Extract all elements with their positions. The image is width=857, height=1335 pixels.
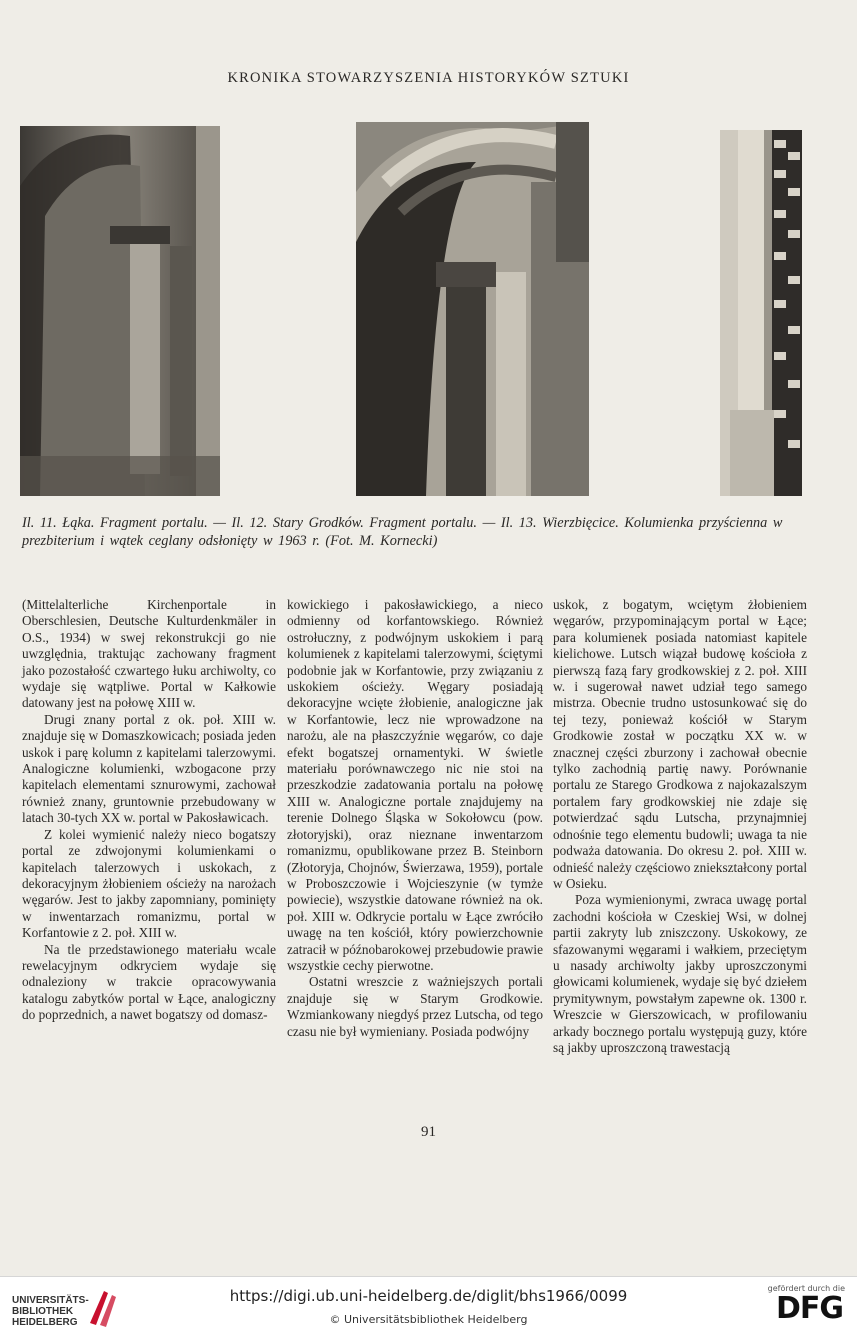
text-column-1 <box>22 597 276 1024</box>
photo-wierzbiecice-column <box>720 130 802 496</box>
paragraph: Drugi znany portal z ok. poł. XIII w. znajduje się w Domaszkowicach; posiada jeden uskok i parę kolumn z kapitelami talerzowymi. Analogiczne kolumienki, wzbogacone przy kapitelach elementami sznurowymi, zachował również znany, gruntownie przebudowany w latach 30-tych XX w. portal w Pakosławicach. <box>22 711 276 826</box>
paragraph: Na tle przedstawionego materiału wcale rewelacyjnym odkryciem wydaje się odnaleziony w trakcie opracowywania katalogu zabytków portal w Łące, analogiczny do poprzednich, a nawet bogatszy od domasz- <box>22 941 276 1023</box>
document-url-link[interactable]: https://digi.ub.uni-heidelberg.de/diglit/bhs1966/0099 <box>229 1287 628 1305</box>
paragraph: Z kolei wymienić należy nieco bogatszy portal ze zdwojonymi kolumienkami o kapitelach talerzowych i uskokach, z dekoracyjnym żłobieniem ościeży na narożach węgarów. Jest to jakby zapomniany, pominięty w inwentarzach romanizmu, portal w Korfantowie z 2. poł. XIII w. <box>22 826 276 941</box>
library-line: UNIVERSITÄTS- <box>12 1295 89 1306</box>
paragraph: (Mittelalterliche Kirchenportale in Oberschlesien, Deutsche Kulturdenkmäler in O.S., 1934) w swej rekonstrukcji go nie uwzględnia, traktując zachowany fragment jako pozostałość czwartego łuku archiwolty, co wydaje się wątpliwe. Portal w Kałkowie datowany jest na połowę XIII w. <box>22 597 276 711</box>
page-number: 91 <box>421 1124 436 1140</box>
copyright-notice: © Universitätsbibliothek Heidelberg <box>329 1313 528 1326</box>
dfg-logo: DFG <box>775 1291 843 1326</box>
photo-stary-grodkow-portal-fragment <box>356 122 589 496</box>
photo-laka-portal-fragment <box>20 126 220 496</box>
text-column-3 <box>553 597 807 1056</box>
figure-caption: Il. 11. Łąka. Fragment portalu. — Il. 12. Stary Grodków. Fragment portalu. — Il. 13. Wierzbięcice. Kolumienka przyścienna w prezbiterium i wątek ceglany odsłonięty w 1963 r. (Fot. M. Kornecki) <box>22 515 783 549</box>
paragraph: uskok, z bogatym, wciętym żłobieniem węgarów, przypominającym portal w Łące; para kolumienek posiada natomiast kapitele kielichowe. Lutsch wiązał budowę kościoła z pierwszą fazą fary grodkowskiej z 2. poł. XIII w. i sugerował nawet udział tego samego mistrza. Obecnie trudno ustosunkować się do tej tezy, ponieważ kościół w Starym Grodkowie został w początku XX w. w znacznej części zburzony i zachował obecnie tylko zachodnią partię nawy. Porównanie portalu ze Starego Grodkowa z najokazalszym portalem fary grodkowskiej nie zdaje się potwierdzać sądu Lutscha, przynajmniej odnośnie tego elementu budowli; uwaga ta nie podważa datowania. Do okresu 2. poł. XIII w. odnieść należy częściowo zniekształcony portal w Osieku. <box>553 597 808 891</box>
paragraph: Ostatni wreszcie z ważniejszych portali znajduje się w Starym Grodkowie. Wzmiankowany niegdyś przez Lutscha, od tego czasu nie był wymieniany. Posiada podwójny <box>287 974 543 1039</box>
text-column-2 <box>287 597 543 1040</box>
library-line: HEIDELBERG <box>12 1317 78 1328</box>
viewer-footer <box>0 1276 857 1335</box>
paragraph: Poza wymienionymi, zwraca uwagę portal zachodni kościoła w Czeskiej Wsi, w dolnej partii zakryty lub zniszczony. Uskokowy, ze sfazowanymi węgarami i wałkiem, przeciętym u nasady archiwolty jakby uproszczonymi głowicami kolumienek, wydaje się być dziełem prymitywnym, powstałym zapewne ok. 1300 r. Wreszcie w Gierszowicach, w profilowaniu arkady bocznego portalu występują guzy, które są jakby uproszczoną trawestacją <box>553 892 807 1055</box>
library-line: BIBLIOTHEK <box>12 1306 74 1317</box>
paragraph: kowickiego i pakosławickiego, a nieco odmienny od korfantowskiego. Również ostrołuczny, z podwójnym uskokiem i parą kolumienek z kapitelami talerzowymi, ściętymi podobnie jak w Korfantowie, przy związaniu z uskokiem ościeży. Węgary posiadają dekoracyjne wcięte żłobienie, analogiczne jak w Korfantowie, lecz nie wprowadzone na narożu, ale na płaszczyźnie węgarów, co daje efekt bogatszej ornamentyki. W świetle materiału porównawczego nic nie stoi na przeszkodzie zadatowania portalu na połowę XIII w. Analogiczne portale znajdujemy na terenie Dolnego Śląska w Sokołowcu (pow. złotoryjski), oraz nieznane inwentarzom romanizmu, opublikowane przez B. Steinborn (Złotoryja, Chojnów, Świerzawa, 1959), portale w Proboszczowie i Wojcieszynie (w tymże powiecie), wszystkie datowane również na ok. poł. XIII w. Odkrycie portalu w Łące zwróciło uwagę na ten kościół, który powierzchownie zatracił w późnobarokowej przebudowie prawie wszystkie cechy pierwotne. <box>287 597 543 973</box>
running-header: KRONIKA STOWARZYSZENIA HISTORYKÓW SZTUKI <box>227 70 630 86</box>
funding-note: gefördert durch die <box>767 1284 845 1293</box>
